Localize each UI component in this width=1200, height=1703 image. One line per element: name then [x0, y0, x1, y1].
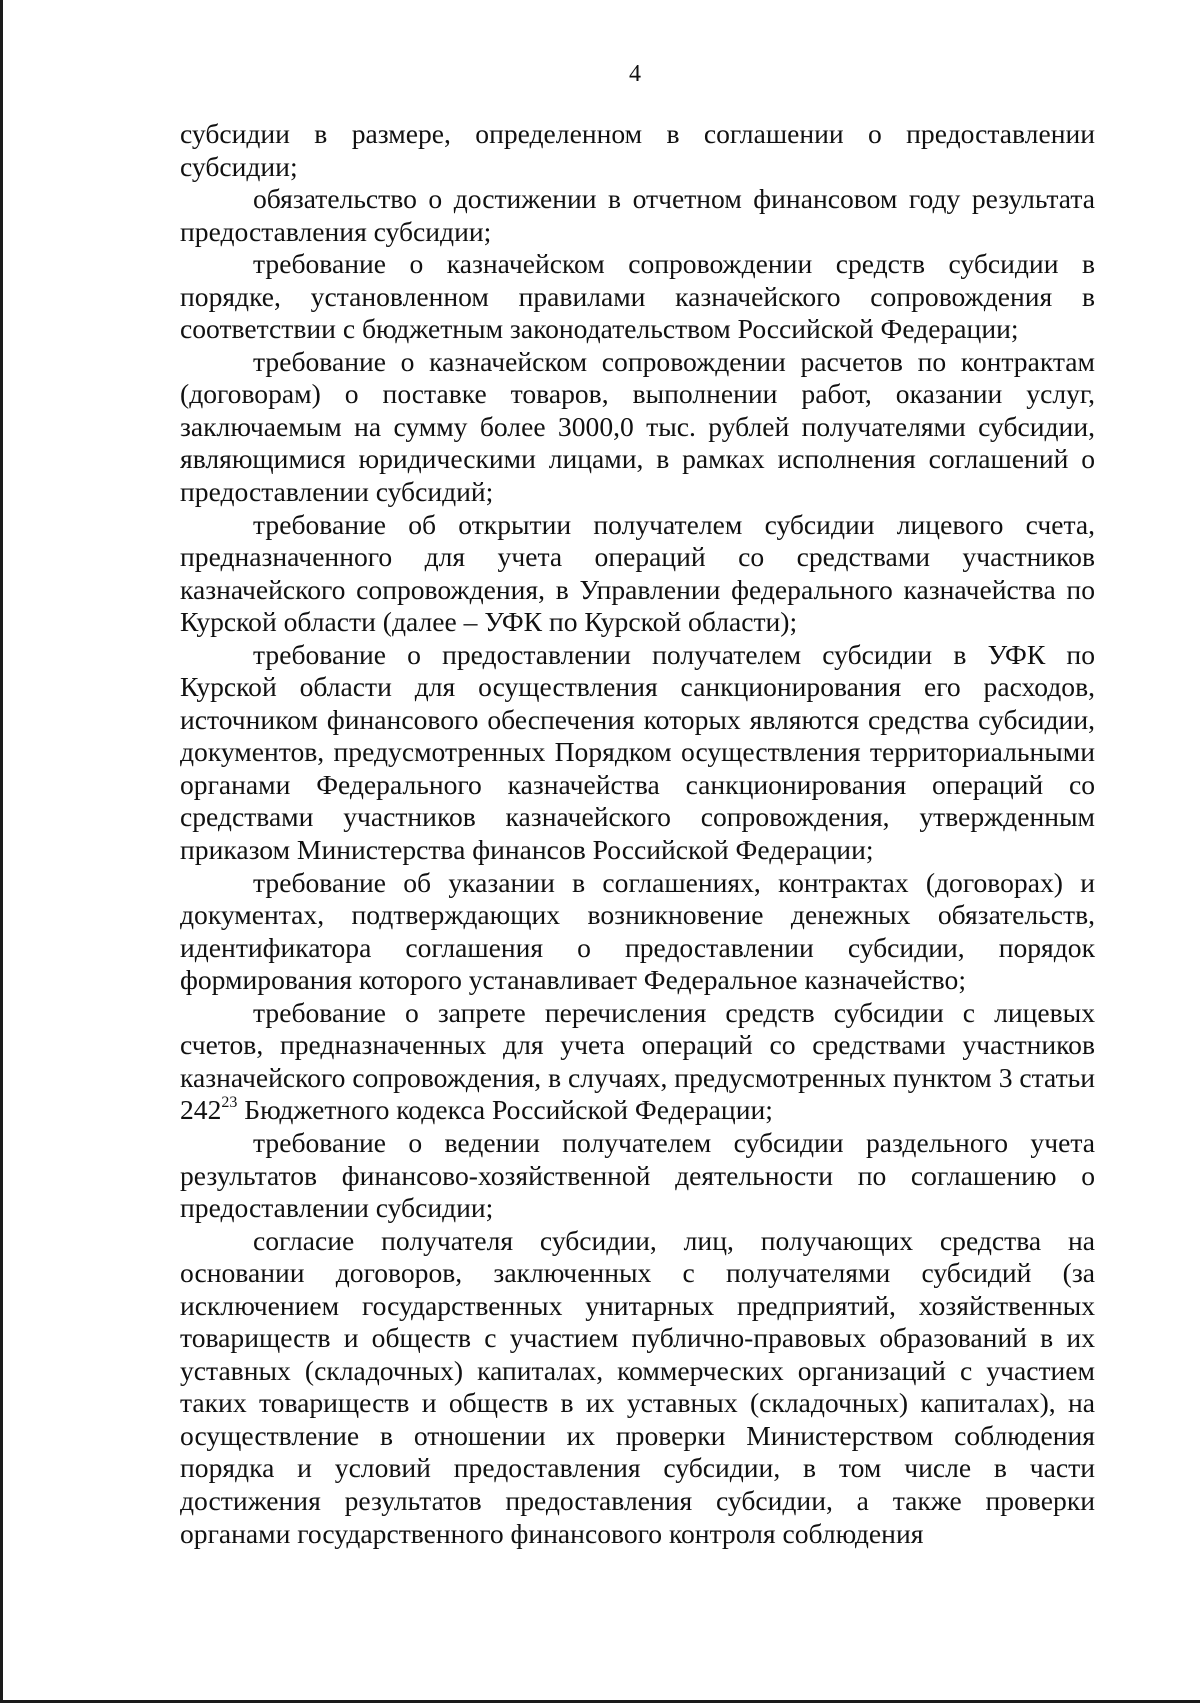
paragraph-with-superscript [180, 997, 1095, 1127]
paragraph-continuation: субсидии в размере, определенном в соглашении о предоставлении субсидии; [180, 118, 1095, 182]
paragraph: требование об открытии получателем субсидии лицевого счета, предназначенного для учета операций со средствами участников казначейского сопровождения, в Управлении федерального казначейства по Курской области (далее – УФК по Курской области); [180, 508, 1095, 638]
paragraph: требование об указании в соглашениях, контрактах (договорах) и документах, подтверждающих возникновение денежных обязательств, идентификатора соглашения о предоставлении субсидии, порядок формирования которого устанавливает Федеральное казначейство; [180, 866, 1095, 996]
paragraph: требование о ведении получателем субсидии раздельного учета результатов финансово-хозяйственной деятельности по соглашению о предоставлении субсидии; [180, 1126, 1095, 1224]
paragraph: требование о казначейском сопровождении средств субсидии в порядке, установленном правилами казначейского сопровождения в соответствии с бюджетным законодательством Российской Федерации; [180, 248, 1095, 345]
article-superscript: 23 [221, 1094, 238, 1112]
paragraph: согласие получателя субсидии, лиц, получающих средства на основании договоров, заключенных с получателями субсидий (за исключением государственных унитарных предприятий, хозяйственных товариществ и обществ с участием публично-правовых образований в их уставных (складочных) капиталах, коммерческих организаций с участием таких товариществ и обществ в их уставных (складочных) капиталах), на осуществление в отношении их проверки Министерством соблюдения порядка и условий предоставления субсидии, в том числе в части достижения результатов предоставления субсидии, а также проверки органами государственного финансового контроля соблюдения [180, 1224, 1095, 1549]
paragraph-text: Бюджетного кодекса Российской Федерации; [237, 1094, 773, 1126]
page-number: 4 [629, 61, 641, 87]
paragraph: требование о предоставлении получателем субсидии в УФК по Курской области для осуществления санкционирования его расходов, источником финансового обеспечения которых являются средства субсидии, документов, предусмотренных Порядком осуществления территориальными органами Федерального казначейства санкционирования операций со средствами участников казначейского сопровождения, утвержденным приказом Министерства финансов Российской Федерации; [180, 638, 1095, 866]
paragraph: требование о казначейском сопровождении расчетов по контрактам (договорам) о поставке товаров, выполнении работ, оказании услуг, заключаемым на сумму более 3000,0 тыс. рублей получателями субсидии, являющимися юридическими лицами, в рамках исполнения соглашений о предоставлении субсидий; [180, 345, 1095, 508]
paragraph: обязательство о достижении в отчетном финансовом году результата предоставления субсидии; [180, 183, 1095, 247]
paragraph-text: требование о запрете перечисления средств субсидии с лицевых счетов, предназначенных для учета операций со средствами участников казначейского сопровождения, в случаях, предусмотренных пунктом 3 статьи 242 [180, 996, 1095, 1126]
scan-left-border [0, 0, 3, 1703]
document-body [180, 118, 1095, 1550]
